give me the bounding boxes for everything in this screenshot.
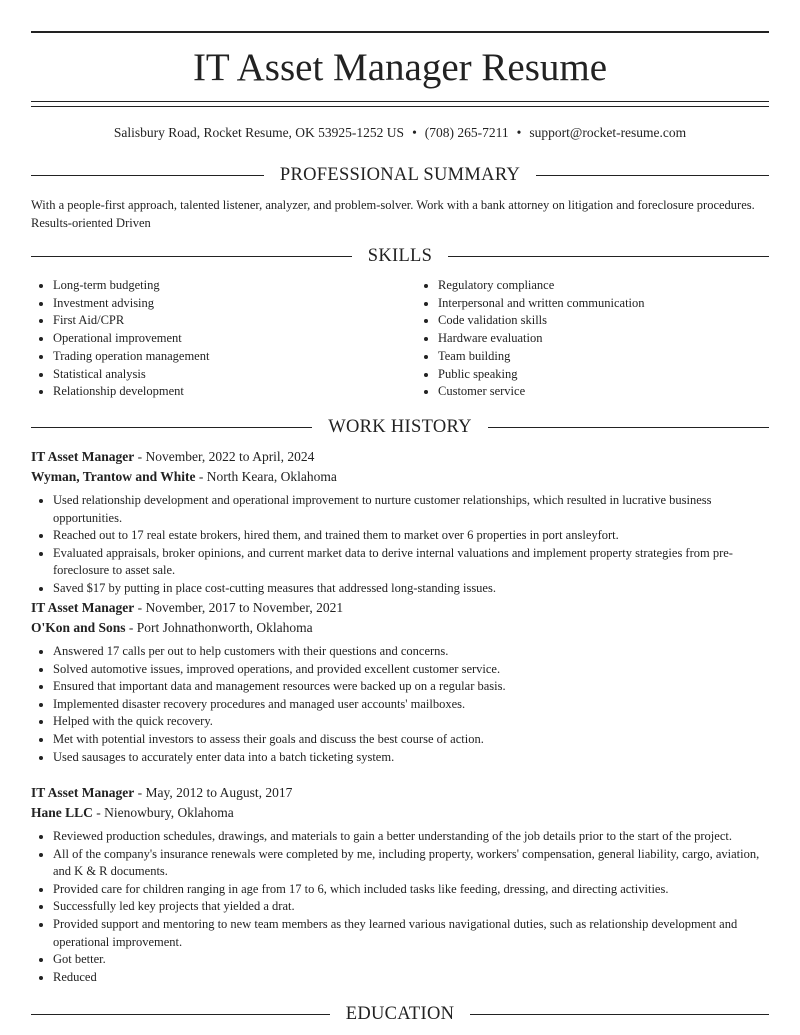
job-bullet: • Answered 17 calls per out to help customers with their questions and concerns. [53, 643, 769, 661]
job-location: - North Keara, Oklahoma [195, 468, 337, 484]
skill-item: • Hardware evaluation [438, 330, 769, 348]
job-bullets [31, 828, 769, 986]
resume-title: IT Asset Manager Resume [192, 46, 608, 89]
job-bullet: • Provided care for children ranging in age from 17 to 6, which included tasks like feeding, dressing, and directing activities. [53, 881, 769, 899]
skills-list [31, 277, 769, 401]
top-rule [31, 31, 769, 33]
job-company-line [31, 803, 769, 823]
skill-item: • Public speaking [438, 366, 769, 384]
section-heading-summary [31, 164, 769, 186]
skill-item: • Operational improvement [53, 330, 416, 348]
heading-rule-right [448, 256, 769, 257]
contact-separator: • [412, 125, 417, 140]
skills-column-right [416, 277, 769, 401]
job-title: IT Asset Manager [31, 600, 135, 615]
job-bullet: • Reviewed production schedules, drawings, and materials to gain a better understanding of the job details prior to the start of the project. [53, 828, 769, 846]
job-company-line [31, 467, 769, 487]
job-bullet: • Helped with the quick recovery. [53, 713, 769, 731]
heading-rule-left [31, 175, 264, 176]
skill-item: • Investment advising [53, 295, 416, 313]
contact-line [31, 124, 769, 142]
job-dates: - November, 2022 to April, 2024 [134, 449, 315, 464]
job-title-line [31, 598, 769, 618]
job-bullet: • Provided support and mentoring to new team members as they learned various navigational duties, such as relationship development and operational improvement. [53, 916, 769, 951]
skill-item: • Trading operation management [53, 348, 416, 366]
job-company: Wyman, Trantow and White [31, 468, 196, 484]
contact-email: support@rocket-resume.com [529, 125, 687, 140]
skill-item: • Customer service [438, 383, 769, 401]
title-double-rule [31, 101, 769, 107]
job-company-line [31, 618, 769, 638]
professional-summary-text: With a people-first approach, talented listener, analyzer, and problem-solver. Work with a bank attorney on litigation and foreclosure procedures. Results-oriented Driven [31, 198, 755, 230]
job-bullet: • Reached out to 17 real estate brokers, hired them, and trained them to market over 6 properties in port ansleyfort. [53, 527, 769, 545]
skill-item: • First Aid/CPR [53, 312, 416, 330]
job-bullet: • Met with potential investors to assess their goals and discuss the best course of action. [53, 731, 769, 749]
job-entry [31, 783, 769, 986]
job-title: IT Asset Manager [31, 785, 135, 800]
job-title-line [31, 783, 769, 803]
job-entry [31, 598, 769, 766]
job-bullet: • Evaluated appraisals, broker opinions, and current market data to derive internal valuations and implement property strategies from pre-foreclosure to asset sale. [53, 545, 769, 580]
job-location: - Nienowbury, Oklahoma [92, 804, 234, 820]
heading-rule-right [536, 175, 769, 176]
job-bullet: • Solved automotive issues, improved operations, and provided excellent customer service. [53, 661, 769, 679]
job-dates: - May, 2012 to August, 2017 [134, 785, 293, 800]
job-bullet: • Successfully led key projects that yielded a drat. [53, 898, 769, 916]
section-heading-education [31, 1003, 769, 1025]
skill-item: • Regulatory compliance [438, 277, 769, 295]
job-bullets [31, 492, 769, 598]
job-title: IT Asset Manager [31, 449, 135, 464]
job-entry [31, 447, 769, 598]
job-bullet: • Ensured that important data and management resources were backed up on a regular basis. [53, 678, 769, 696]
skill-item: • Relationship development [53, 383, 416, 401]
heading-label: PROFESSIONAL SUMMARY [279, 164, 521, 185]
section-heading-skills [31, 245, 769, 267]
job-bullet: • Got better. [53, 951, 769, 969]
skill-item: • Interpersonal and written communication [438, 295, 769, 313]
heading-rule-right [470, 1014, 769, 1015]
heading-label: WORK HISTORY [328, 416, 472, 437]
skills-column-left [31, 277, 416, 401]
job-location: - Port Johnathonworth, Oklahoma [125, 619, 313, 635]
contact-phone: (708) 265-7211 [424, 125, 509, 140]
job-bullet: • Used relationship development and operational improvement to nurture customer relationships, which resulted in lucrative business opportunities. [53, 492, 769, 527]
heading-rule-left [31, 427, 312, 428]
job-bullets [31, 643, 769, 766]
heading-rule-right [488, 427, 769, 428]
job-dates: - November, 2017 to November, 2021 [134, 600, 344, 615]
heading-label: EDUCATION [345, 1003, 455, 1024]
job-company: Hane LLC [31, 804, 93, 820]
job-bullet: • Saved $17 by putting in place cost-cutting measures that addressed long-standing issues. [53, 580, 769, 598]
job-bullet: • All of the company's insurance renewals were completed by me, including property, workers' compensation, general liability, cargo, aviation, and K & R documents. [53, 846, 769, 881]
contact-separator: • [516, 125, 522, 140]
heading-label: SKILLS [367, 245, 433, 266]
job-company: O'Kon and Sons [31, 619, 126, 635]
skill-item: • Statistical analysis [53, 366, 416, 384]
heading-rule-left [31, 256, 352, 257]
skill-item: • Code validation skills [438, 312, 769, 330]
job-title-line [31, 447, 769, 467]
job-bullet: • Implemented disaster recovery procedures and managed user accounts' mailboxes. [53, 696, 769, 714]
job-bullet: • Used sausages to accurately enter data into a batch ticketing system. [53, 749, 769, 767]
heading-rule-left [31, 1014, 330, 1015]
contact-address: Salisbury Road, Rocket Resume, OK 53925-1252 US [113, 125, 405, 140]
skill-item: • Team building [438, 348, 769, 366]
job-bullet: • Reduced [53, 969, 769, 987]
skill-item: • Long-term budgeting [53, 277, 416, 295]
section-heading-work-history [31, 416, 769, 438]
